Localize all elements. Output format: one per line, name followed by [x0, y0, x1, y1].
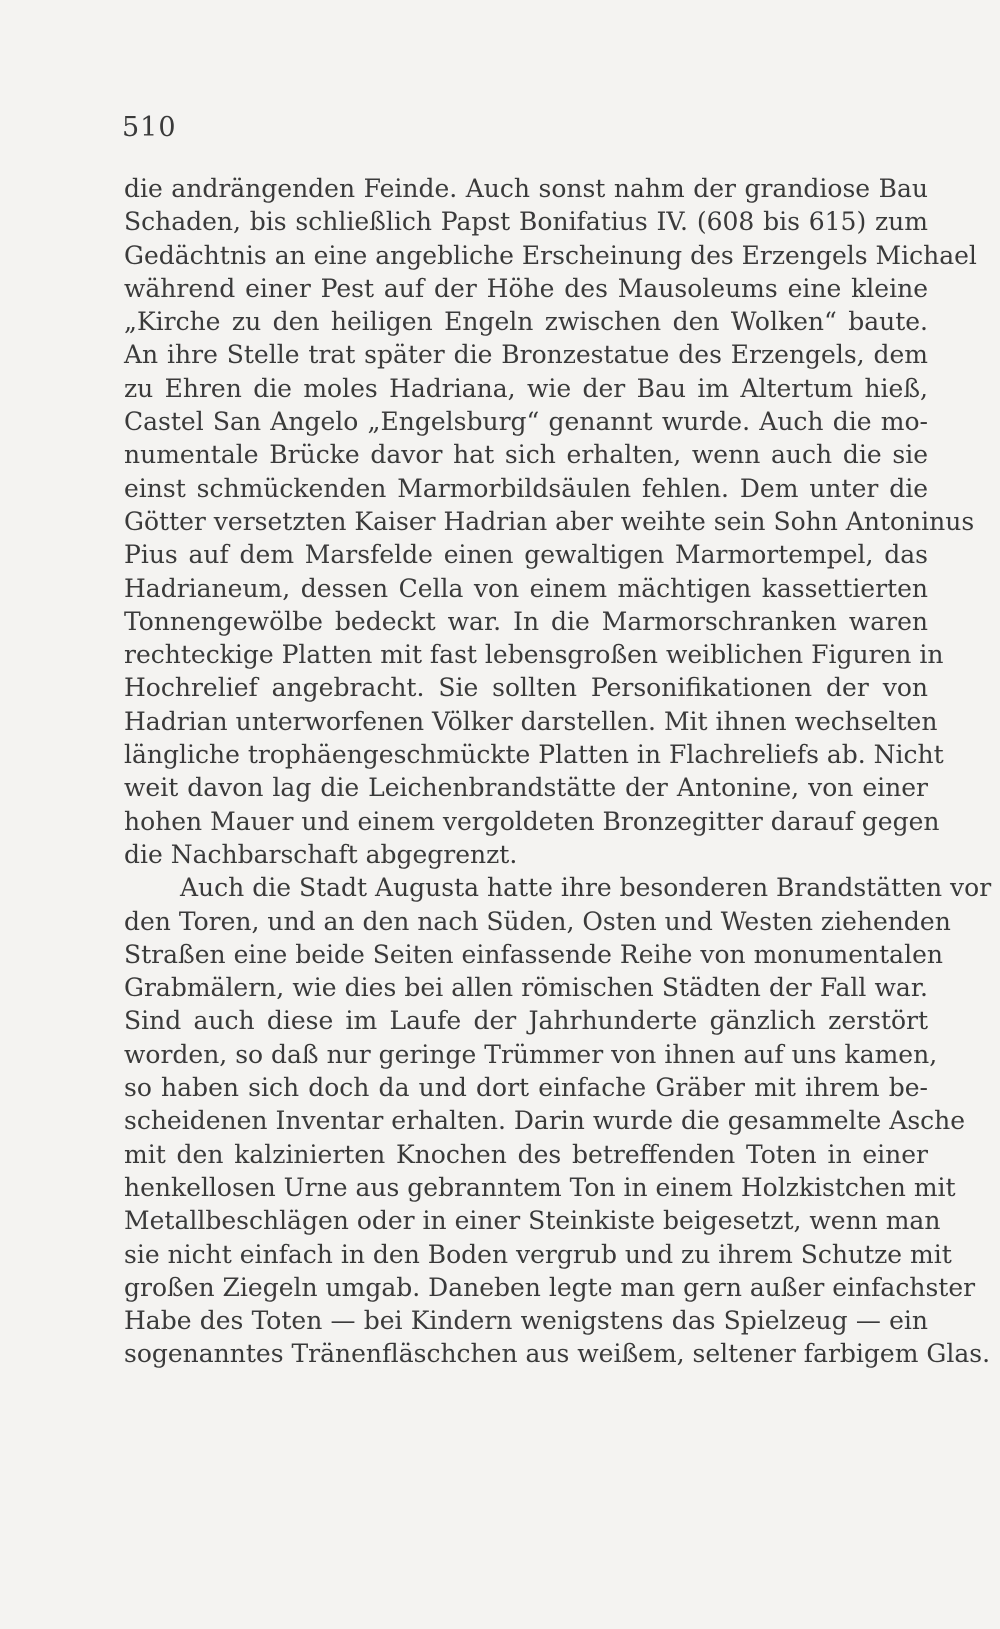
text-line: Hadrianeum, dessen Cella von einem mächtigen kassettierten — [124, 573, 928, 603]
text-line: henkellosen Urne aus gebranntem Ton in einem Holzkistchen mit — [124, 1172, 956, 1202]
text-line: großen Ziegeln umgab. Daneben legte man gern außer einfachster — [124, 1272, 976, 1302]
text-line: Schaden, bis schließlich Papst Bonifatius IV. (608 bis 615) zum — [124, 207, 928, 237]
text-line: längliche trophäengeschmückte Platten in Flachreliefs ab. Nicht — [124, 740, 944, 770]
text-line: Gedächtnis an eine angebliche Erscheinung des Erzengels Michael — [124, 240, 977, 270]
text-line: Straßen eine beide Seiten einfassende Reihe von monumentalen — [124, 939, 943, 969]
text-line: Götter versetzten Kaiser Hadrian aber weihte sein Sohn Antoninus — [124, 506, 975, 536]
text-line: „Kirche zu den heiligen Engeln zwischen den Wolken“ baute. — [124, 307, 928, 337]
text-line: scheidenen Inventar erhalten. Darin wurde die gesammelte Asche — [124, 1106, 966, 1136]
text-line: rechteckige Platten mit fast lebensgroßen weiblichen Figuren in — [124, 640, 944, 670]
text-line: so haben sich doch da und dort einfache Gräber mit ihrem be- — [124, 1073, 928, 1103]
text-line: die Nachbarschaft abgegrenzt. — [124, 839, 518, 869]
paragraph-2 — [124, 871, 992, 1370]
text-line: Castel San Angelo „Engelsburg“ genannt wurde. Auch die mo- — [124, 407, 928, 437]
paragraph-1 — [124, 172, 977, 871]
page-number: 510 — [122, 112, 177, 143]
text-line: zu Ehren die moles Hadriana, wie der Bau im Altertum hieß, — [124, 373, 928, 403]
text-line: Hadrian unterworfenen Völker darstellen. Mit ihnen wechselten — [124, 706, 938, 736]
text-line: Auch die Stadt Augusta hatte ihre besonderen Brandstätten vor — [180, 873, 992, 903]
text-line: Tonnengewölbe bedeckt war. In die Marmorschranken waren — [124, 606, 928, 636]
text-line: sogenanntes Tränenfläschchen aus weißem, seltener farbigem Glas. — [124, 1339, 991, 1369]
text-line: An ihre Stelle trat später die Bronzestatue des Erzengels, dem — [124, 340, 928, 370]
text-line: mit den kalzinierten Knochen des betreffenden Toten in einer — [124, 1139, 928, 1169]
text-line: während einer Pest auf der Höhe des Mausoleums eine kleine — [124, 273, 928, 303]
text-line: sie nicht einfach in den Boden vergrub und zu ihrem Schutze mit — [124, 1239, 952, 1269]
text-line: den Toren, und an den nach Süden, Osten und Westen ziehenden — [124, 906, 951, 936]
text-line: worden, so daß nur geringe Trümmer von ihnen auf uns kamen, — [124, 1039, 938, 1069]
text-line: weit davon lag die Leichenbrandstätte der Antonine, von einer — [124, 773, 928, 803]
text-line: Habe des Toten — bei Kindern wenigstens das Spielzeug — ein — [124, 1306, 928, 1336]
text-line: Pius auf dem Marsfelde einen gewaltigen Marmortempel, das — [124, 540, 928, 570]
text-line: Grabmälern, wie dies bei allen römischen Städten der Fall war. — [124, 973, 928, 1003]
text-line: Sind auch diese im Laufe der Jahrhunderte gänzlich zerstört — [124, 1006, 928, 1036]
text-line: Hochrelief angebracht. Sie sollten Personifikationen der von — [124, 673, 928, 703]
body-text — [124, 172, 992, 1371]
text-line: Metallbeschlägen oder in einer Steinkiste beigesetzt, wenn man — [124, 1206, 941, 1236]
text-line: hohen Mauer und einem vergoldeten Bronzegitter darauf gegen — [124, 806, 940, 836]
text-line: die andrängenden Feinde. Auch sonst nahm der grandiose Bau — [124, 174, 928, 203]
text-line: einst schmückenden Marmorbildsäulen fehlen. Dem unter die — [124, 473, 928, 503]
text-line: numentale Brücke davor hat sich erhalten, wenn auch die sie — [124, 440, 928, 470]
